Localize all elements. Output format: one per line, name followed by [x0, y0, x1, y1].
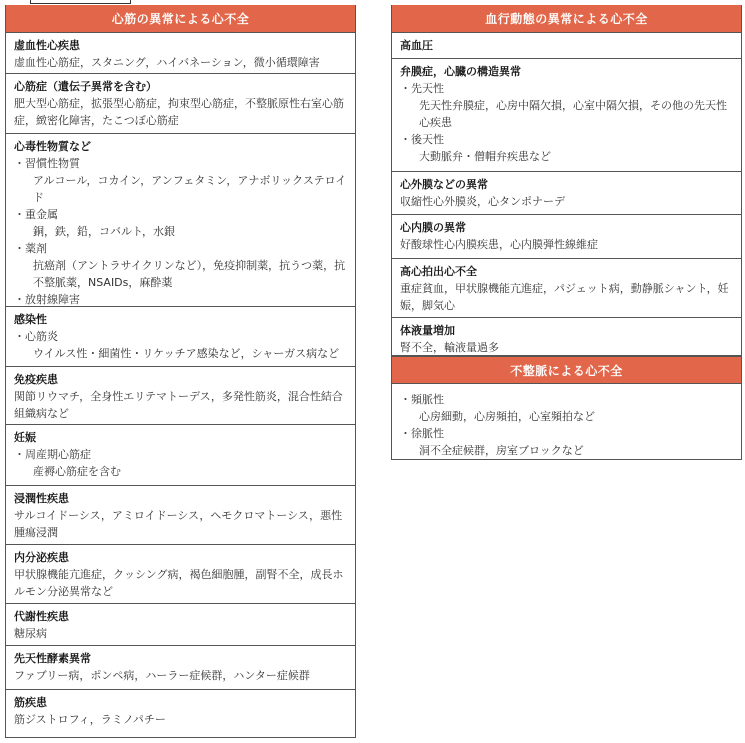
section-cardiomyopathy [6, 74, 355, 134]
bullet-detail: 大動脈弁・僧帽弁疾患など [419, 150, 551, 163]
section-title: 心内膜の異常 [400, 221, 466, 234]
section-immune [6, 367, 355, 425]
section-title: 感染性 [14, 313, 47, 326]
section-pericardial [392, 172, 741, 215]
myocardial-header: 心筋の異常による心不全 [6, 5, 355, 33]
section-desc: 甲状腺機能亢進症，クッシング病，褐色細胞腫，副腎不全，成長ホルモン分泌異常など [14, 568, 344, 598]
section-enzyme [6, 646, 355, 690]
section-cardiotoxic [6, 134, 355, 307]
section-desc: 糖尿病 [14, 627, 47, 640]
section-desc: 筋ジストロフィ，ラミノパチー [14, 713, 166, 726]
bullet-detail: 産褥心筋症を含む [33, 465, 121, 478]
section-title: 体液量増加 [400, 324, 455, 337]
section-hypertension [392, 33, 741, 59]
section-title: 免疫疾患 [14, 373, 58, 386]
bullet: ・心筋炎 [14, 330, 58, 343]
section-desc: 関節リウマチ，全身性エリテマトーデス，多発性筋炎，混合性結合組織病など [14, 390, 343, 420]
section-muscle [6, 690, 355, 736]
section-title: 浸潤性疾患 [14, 492, 69, 505]
section-title: 心筋症（遺伝子異常を含む） [14, 80, 157, 93]
bullet: ・先天性 [400, 82, 444, 95]
bullet: ・薬剤 [14, 242, 47, 255]
section-title: 代謝性疾患 [14, 610, 69, 623]
section-valvular [392, 59, 741, 172]
section-title: 心外膜などの異常 [400, 178, 488, 191]
section-pregnancy [6, 425, 355, 486]
bullet-detail: 心房細動，心房頻拍，心室頻拍など [419, 410, 595, 423]
section-title: 高心拍出心不全 [400, 265, 477, 278]
bullet-detail: 銅，鉄，鉛，コバルト，水銀 [33, 225, 176, 238]
section-arrhythmia [392, 384, 741, 457]
section-title: 妊娠 [14, 431, 36, 444]
section-desc: ファブリー病，ポンペ病，ハーラー症候群，ハンター症候群 [14, 669, 310, 682]
section-infectious [6, 307, 355, 367]
section-title: 心毒性物質など [14, 140, 91, 153]
section-desc: 収縮性心外膜炎，心タンポナーデ [400, 195, 565, 208]
section-desc: 腎不全，輸液量過多 [400, 341, 499, 354]
bullet: ・後天性 [400, 133, 444, 146]
bullet: ・習慣性物質 [14, 157, 80, 170]
section-desc: 好酸球性心内膜疾患，心内膜弾性線維症 [400, 238, 598, 251]
section-metabolic [6, 604, 355, 646]
section-title: 弁膜症，心臓の構造異常 [400, 65, 521, 78]
bullet-detail: ウイルス性・細菌性・リケッチア感染など，シャーガス病など [33, 347, 340, 360]
section-endocardial [392, 215, 741, 259]
bullet-detail: 洞不全症候群，房室ブロックなど [419, 444, 584, 457]
hemodynamic-column [391, 5, 742, 460]
table-top-fragment [30, 0, 131, 4]
arrhythmia-header: 不整脈による心不全 [392, 356, 741, 384]
bullet-detail: 抗癌剤（アントラサイクリンなど），免疫抑制薬，抗うつ薬，抗不整脈薬，NSAIDs，麻酔薬 [33, 259, 346, 289]
section-title: 高血圧 [400, 39, 433, 52]
bullet: ・周産期心筋症 [14, 448, 91, 461]
bullet: ・徐脈性 [400, 427, 444, 440]
bullet-detail: アルコール，コカイン，アンフェタミン，アナボリックステロイド [33, 174, 347, 204]
bullet: ・頻脈性 [400, 393, 444, 406]
section-title: 先天性酵素異常 [14, 652, 91, 665]
section-title: 虚血性心疾患 [14, 39, 80, 52]
section-ischemic [6, 33, 355, 74]
section-desc: サルコイドーシス，アミロイドーシス，ヘモクロマトーシス，悪性腫瘍浸潤 [14, 509, 343, 539]
section-desc: 重症貧血，甲状腺機能亢進症，パジェット病，動静脈シャント，妊娠，脚気心 [400, 282, 729, 312]
bullet: ・重金属 [14, 208, 58, 221]
section-infiltrative [6, 486, 355, 545]
bullet-detail: 先天性弁膜症，心房中隔欠損，心室中隔欠損，その他の先天性心疾患 [419, 99, 727, 129]
section-endocrine [6, 545, 355, 604]
section-title: 内分泌疾患 [14, 551, 69, 564]
section-desc: 虚血性心筋症，スタニング，ハイバネーション，微小循環障害 [14, 56, 320, 69]
section-title: 筋疾患 [14, 696, 47, 709]
bullet: ・放射線障害 [14, 293, 80, 306]
myocardial-column [5, 5, 356, 738]
section-fluid-overload [392, 318, 741, 356]
hemodynamic-header: 血行動態の異常による心不全 [392, 5, 741, 33]
section-desc: 肥大型心筋症，拡張型心筋症，拘束型心筋症，不整脈原性右室心筋症，緻密化障害，たこつぼ心筋症 [14, 97, 344, 127]
section-high-output [392, 259, 741, 318]
